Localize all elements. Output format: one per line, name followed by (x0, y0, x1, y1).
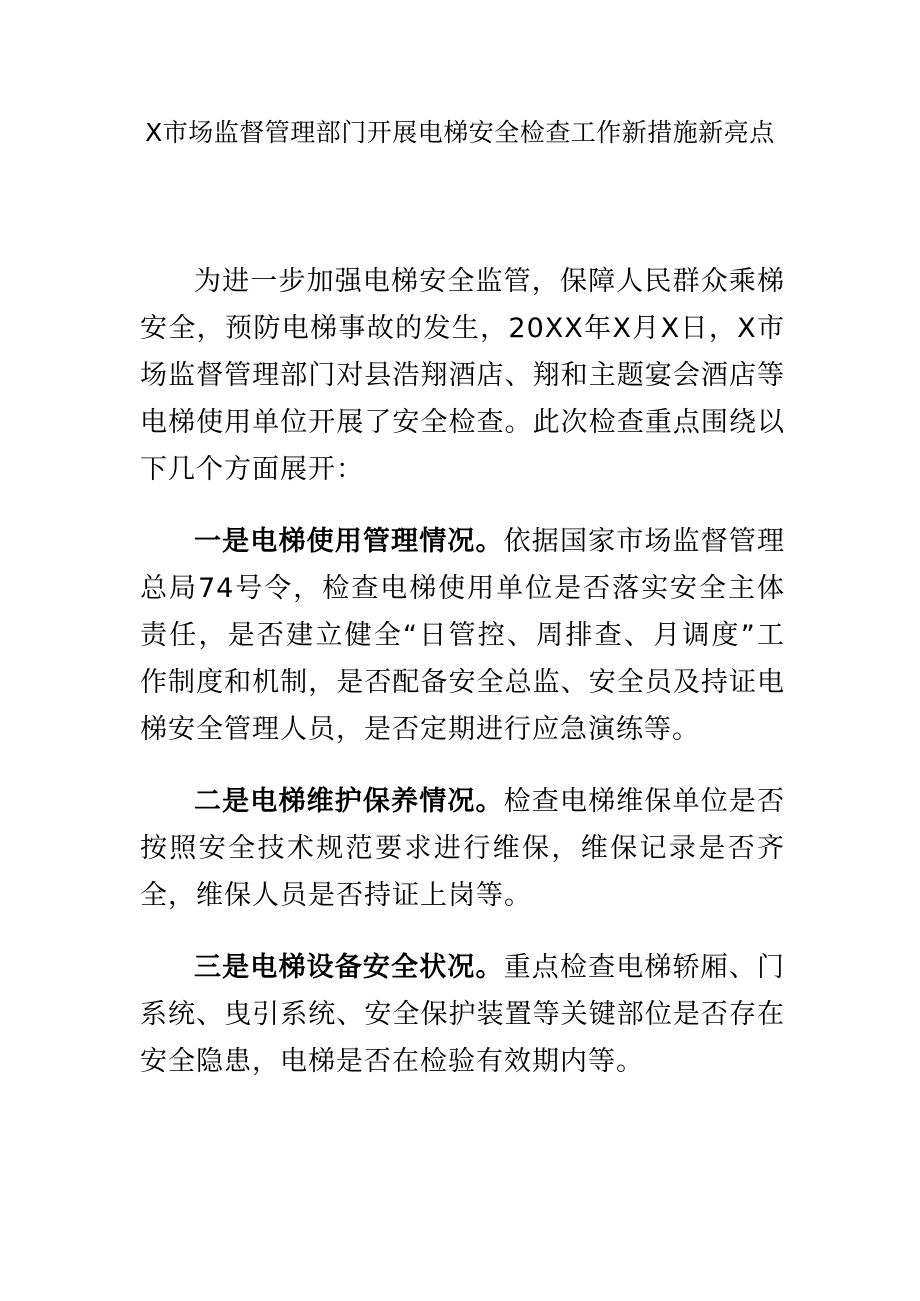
intro-paragraph-text: 为进一步加强电梯安全监管，保障人民群众乘梯安全，预防电梯事故的发生，20XX年X月X日，X市场监督管理部门对县浩翔酒店、翔和主题宴会酒店等电梯使用单位开展了安全检查。此次检查重点围绕以下几个方面展开： (140, 266, 785, 485)
section-text-usage-management: 依据国家市场监督管理总局74号令，检查电梯使用单位是否落实安全主体责任，是否建立健全“日管控、周排查、月调度”工作制度和机制，是否配备安全总监、安全员及持证电梯安全管理人员，是否定期进行应急演练等。 (140, 526, 786, 745)
section-heading-maintenance: 二是电梯维护保养情况。 (194, 786, 504, 817)
section-paragraph-usage-management (140, 518, 785, 753)
section-heading-usage-management: 一是电梯使用管理情况。 (194, 526, 504, 557)
section-paragraph-equipment-safety (140, 944, 785, 1085)
section-text-equipment-safety: 重点检查电梯轿厢、门系统、曳引系统、安全保护装置等关键部位是否存在安全隐患，电梯是否在检验有效期内等。 (140, 952, 786, 1077)
section-text-maintenance: 检查电梯维保单位是否按照安全技术规范要求进行维保，维保记录是否齐全，维保人员是否持证上岗等。 (140, 786, 786, 911)
document-title: X市场监督管理部门开展电梯安全检查工作新措施新亮点 (145, 118, 775, 147)
intro-paragraph (140, 258, 785, 493)
document-body (140, 258, 785, 1110)
section-paragraph-maintenance (140, 778, 785, 919)
section-heading-equipment-safety: 三是电梯设备安全状况。 (194, 952, 504, 983)
